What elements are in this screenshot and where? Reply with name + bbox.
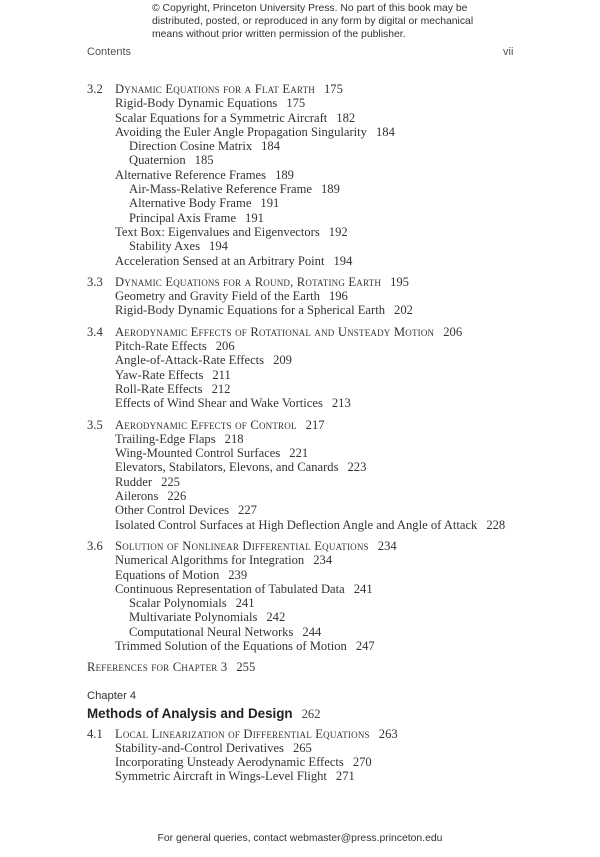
toc-section-3-2 bbox=[87, 82, 547, 268]
entry-title: Rudder bbox=[115, 474, 153, 489]
entry-wrap bbox=[129, 211, 264, 225]
references-page: 255 bbox=[236, 660, 256, 675]
section-title-wrap bbox=[115, 539, 397, 553]
section-heading[interactable] bbox=[87, 82, 547, 96]
entry-page: 242 bbox=[266, 610, 286, 625]
entry-page: 270 bbox=[352, 755, 372, 770]
entry-wrap bbox=[115, 254, 352, 268]
entry-title: Quaternion bbox=[129, 153, 186, 168]
toc-entry[interactable] bbox=[87, 289, 547, 303]
entry-wrap bbox=[129, 153, 214, 167]
entry-wrap bbox=[115, 769, 355, 783]
chapter-title-entry[interactable] bbox=[87, 705, 547, 727]
entry-title: Text Box: Eigenvalues and Eigenvectors bbox=[115, 224, 320, 239]
section-title-wrap bbox=[115, 727, 398, 741]
entry-wrap bbox=[115, 353, 292, 367]
section-title: Dynamic Equations for a Round, Rotating Earth bbox=[115, 274, 382, 289]
entry-title: Acceleration Sensed at an Arbitrary Point bbox=[115, 253, 325, 268]
section-number: 4.1 bbox=[87, 726, 103, 741]
entry-page: 184 bbox=[261, 139, 281, 154]
entry-title: Stability-and-Control Derivatives bbox=[115, 740, 284, 755]
chapter-page: 262 bbox=[301, 706, 321, 721]
entry-page: 241 bbox=[353, 581, 373, 596]
entry-wrap bbox=[115, 460, 366, 474]
entry-title: Numerical Algorithms for Integration bbox=[115, 553, 305, 568]
toc-entry[interactable] bbox=[87, 368, 547, 382]
entry-wrap bbox=[129, 596, 254, 610]
section-title: Aerodynamic Effects of Rotational and Unsteady Motion bbox=[115, 324, 435, 339]
section-title: Dynamic Equations for a Flat Earth bbox=[115, 82, 315, 96]
toc-sections bbox=[87, 82, 547, 653]
entry-title: Pitch-Rate Effects bbox=[115, 339, 207, 354]
references-title: References for Chapter 3 bbox=[87, 660, 228, 675]
entry-page: 184 bbox=[375, 124, 395, 139]
entry-wrap bbox=[115, 432, 244, 446]
section-title-wrap bbox=[115, 275, 409, 289]
entry-title: Wing-Mounted Control Surfaces bbox=[115, 446, 281, 461]
toc-entry[interactable] bbox=[87, 254, 547, 268]
entry-page: 212 bbox=[211, 381, 231, 396]
copyright-notice bbox=[152, 2, 482, 41]
section-page: 175 bbox=[324, 82, 343, 96]
toc-entry[interactable] bbox=[87, 396, 547, 410]
section-heading[interactable] bbox=[87, 727, 547, 741]
running-head: Contents bbox=[87, 46, 132, 58]
section-number: 3.6 bbox=[87, 538, 103, 553]
toc-entry[interactable] bbox=[87, 460, 547, 474]
entry-title: Principal Axis Frame bbox=[129, 210, 237, 225]
section-heading[interactable] bbox=[87, 275, 547, 289]
entry-wrap bbox=[129, 239, 228, 253]
toc-section-3-5 bbox=[87, 418, 547, 532]
entry-title: Incorporating Unsteady Aerodynamic Effects bbox=[115, 755, 344, 770]
toc-entry[interactable] bbox=[87, 239, 547, 253]
entry-wrap bbox=[115, 503, 257, 517]
entry-title: Continuous Representation of Tabulated Data bbox=[115, 581, 345, 596]
entry-wrap bbox=[115, 289, 348, 303]
entry-wrap bbox=[115, 518, 505, 532]
entry-title: Stability Axes bbox=[129, 239, 201, 254]
entry-wrap bbox=[129, 625, 321, 639]
toc-entry[interactable] bbox=[87, 153, 547, 167]
entry-wrap bbox=[129, 610, 285, 624]
entry-title: Air-Mass-Relative Reference Frame bbox=[129, 182, 312, 197]
section-title-wrap bbox=[115, 418, 325, 432]
entry-page: 175 bbox=[286, 96, 306, 111]
toc-section-3-3 bbox=[87, 275, 547, 318]
entry-title: Computational Neural Networks bbox=[129, 624, 294, 639]
entry-wrap bbox=[115, 168, 294, 182]
section-number: 3.5 bbox=[87, 417, 103, 432]
section-number: 3.4 bbox=[87, 324, 103, 339]
footer-contact: For general queries, contact webmaster@press.princeton.edu bbox=[157, 833, 443, 844]
entry-wrap bbox=[115, 568, 247, 582]
toc-entry[interactable] bbox=[87, 582, 547, 596]
toc-entry[interactable] bbox=[87, 755, 547, 769]
section-title-wrap bbox=[115, 325, 462, 339]
entry-wrap bbox=[129, 196, 279, 210]
toc-section-3-6 bbox=[87, 539, 547, 653]
section-title-wrap bbox=[115, 82, 343, 96]
references-entry[interactable] bbox=[87, 660, 547, 674]
entry-title: Scalar Polynomials bbox=[129, 596, 227, 611]
entry-wrap bbox=[115, 475, 180, 489]
entry-title: Angle-of-Attack-Rate Effects bbox=[115, 353, 265, 368]
table-of-contents bbox=[87, 82, 547, 791]
entry-title: Alternative Body Frame bbox=[129, 196, 252, 211]
entry-title: Ailerons bbox=[115, 489, 159, 504]
entry-page: 221 bbox=[289, 446, 309, 461]
toc-entry[interactable] bbox=[87, 568, 547, 582]
toc-entry[interactable] bbox=[87, 96, 547, 110]
toc-entry[interactable] bbox=[87, 125, 547, 139]
entry-page: 241 bbox=[235, 596, 255, 611]
entry-page: 225 bbox=[161, 474, 180, 489]
toc-entry[interactable] bbox=[87, 446, 547, 460]
entry-wrap bbox=[115, 303, 413, 317]
entry-title: Equations of Motion bbox=[115, 567, 220, 582]
entry-wrap bbox=[115, 582, 373, 596]
entry-title: Direction Cosine Matrix bbox=[129, 139, 253, 154]
toc-entry[interactable] bbox=[87, 303, 547, 317]
entry-page: 206 bbox=[215, 339, 235, 354]
entry-page: 227 bbox=[238, 503, 257, 518]
entry-title: Effects of Wind Shear and Wake Vortices bbox=[115, 396, 323, 411]
entry-wrap bbox=[115, 96, 305, 110]
entry-wrap bbox=[115, 396, 351, 410]
entry-wrap bbox=[115, 489, 186, 503]
entry-wrap bbox=[115, 339, 235, 353]
section-heading[interactable] bbox=[87, 418, 547, 432]
toc-entry[interactable] bbox=[87, 503, 547, 517]
entry-page: 218 bbox=[224, 431, 244, 446]
entry-wrap bbox=[129, 182, 340, 196]
toc-entry[interactable] bbox=[87, 475, 547, 489]
entry-page: 265 bbox=[292, 740, 312, 755]
entry-title: Avoiding the Euler Angle Propagation Singularity bbox=[115, 124, 367, 139]
entry-title: Scalar Equations for a Symmetric Aircraft bbox=[115, 110, 328, 125]
entry-page: 185 bbox=[194, 153, 214, 168]
toc-entry[interactable] bbox=[87, 339, 547, 353]
entry-page: 239 bbox=[228, 567, 248, 582]
entry-page: 191 bbox=[245, 210, 264, 225]
section-heading[interactable] bbox=[87, 325, 547, 339]
entry-title: Roll-Rate Effects bbox=[115, 381, 203, 396]
entry-page: 228 bbox=[486, 517, 506, 532]
toc-entry[interactable] bbox=[87, 432, 547, 446]
entry-page: 209 bbox=[273, 353, 292, 368]
entry-wrap bbox=[115, 553, 332, 567]
entry-title: Rigid-Body Dynamic Equations bbox=[115, 96, 278, 111]
section-title: Local Linearization of Differential Equations bbox=[115, 726, 370, 741]
toc-entry[interactable] bbox=[87, 382, 547, 396]
entry-page: 192 bbox=[328, 224, 348, 239]
section-number: 3.2 bbox=[87, 82, 103, 96]
entry-page: 194 bbox=[333, 253, 353, 268]
entry-title: Symmetric Aircraft in Wings-Level Flight bbox=[115, 769, 327, 784]
entry-title: Trimmed Solution of the Equations of Motion bbox=[115, 638, 347, 653]
entry-wrap bbox=[115, 755, 372, 769]
entry-page: 189 bbox=[320, 182, 340, 197]
entry-page: 226 bbox=[167, 489, 187, 504]
toc-entry[interactable] bbox=[87, 639, 547, 653]
toc-entry[interactable] bbox=[87, 741, 547, 755]
toc-entry[interactable] bbox=[87, 769, 547, 783]
section-title: Solution of Nonlinear Differential Equations bbox=[115, 538, 369, 553]
entry-wrap bbox=[115, 225, 348, 239]
toc-entry[interactable] bbox=[87, 196, 547, 210]
toc-section-3-4 bbox=[87, 325, 547, 411]
toc-entry[interactable] bbox=[87, 168, 547, 182]
entry-title: Rigid-Body Dynamic Equations for a Spherical Earth bbox=[115, 303, 386, 318]
copyright-line: means without prior written permission of the publisher. bbox=[152, 29, 406, 40]
entry-wrap bbox=[115, 382, 230, 396]
entry-page: 244 bbox=[302, 624, 322, 639]
section-page: 195 bbox=[390, 274, 409, 289]
section-page: 206 bbox=[443, 324, 463, 339]
copyright-line: distributed, posted, or reproduced in any form by digital or mechanical bbox=[152, 16, 474, 27]
entry-wrap bbox=[115, 125, 395, 139]
entry-page: 211 bbox=[212, 367, 231, 382]
toc-entry[interactable] bbox=[87, 211, 547, 225]
toc-entry[interactable] bbox=[87, 625, 547, 639]
entry-title: Isolated Control Surfaces at High Deflection Angle and Angle of Attack bbox=[115, 517, 478, 532]
entry-title: Geometry and Gravity Field of the Earth bbox=[115, 289, 320, 304]
section-heading[interactable] bbox=[87, 539, 547, 553]
toc-entry[interactable] bbox=[87, 489, 547, 503]
section-page: 234 bbox=[377, 538, 397, 553]
entry-wrap bbox=[115, 639, 375, 653]
copyright-line: © Copyright, Princeton University Press. No part of this book may be bbox=[152, 3, 468, 14]
entry-page: 182 bbox=[336, 110, 356, 125]
entry-page: 202 bbox=[394, 303, 413, 318]
entry-page: 189 bbox=[275, 167, 294, 182]
entry-title: Yaw-Rate Effects bbox=[115, 367, 204, 382]
entry-page: 234 bbox=[313, 553, 333, 568]
section-page: 217 bbox=[305, 417, 325, 432]
entry-wrap bbox=[115, 741, 312, 755]
toc-entry[interactable] bbox=[87, 139, 547, 153]
toc-entry[interactable] bbox=[87, 353, 547, 367]
entry-page: 271 bbox=[335, 769, 355, 784]
entry-page: 196 bbox=[328, 289, 348, 304]
toc-section-4-1 bbox=[87, 727, 547, 784]
chapter-label: Chapter 4 bbox=[87, 689, 137, 702]
toc-entry[interactable] bbox=[87, 182, 547, 196]
entry-title: Trailing-Edge Flaps bbox=[115, 431, 216, 446]
entry-title: Elevators, Stabilators, Elevons, and Canards bbox=[115, 460, 339, 475]
toc-entry[interactable] bbox=[87, 596, 547, 610]
entry-title: Multivariate Polynomials bbox=[129, 610, 258, 625]
toc-entry[interactable] bbox=[87, 225, 547, 239]
page-number: vii bbox=[503, 46, 514, 58]
entry-wrap bbox=[115, 446, 308, 460]
toc-entry[interactable] bbox=[87, 518, 547, 532]
section-number: 3.3 bbox=[87, 274, 103, 289]
toc-entry[interactable] bbox=[87, 553, 547, 567]
entry-page: 223 bbox=[347, 460, 367, 475]
section-page: 263 bbox=[378, 726, 398, 741]
entry-wrap bbox=[115, 111, 355, 125]
entry-page: 213 bbox=[331, 396, 351, 411]
entry-page: 191 bbox=[260, 196, 280, 211]
chapter-title: Methods of Analysis and Design bbox=[87, 705, 293, 721]
entry-title: Other Control Devices bbox=[115, 503, 230, 518]
entry-page: 194 bbox=[209, 239, 228, 254]
toc-entry[interactable] bbox=[87, 610, 547, 624]
chapter4-sections bbox=[87, 727, 547, 784]
toc-entry[interactable] bbox=[87, 111, 547, 125]
entry-title: Alternative Reference Frames bbox=[115, 167, 267, 182]
entry-page: 247 bbox=[355, 638, 375, 653]
section-title: Aerodynamic Effects of Control bbox=[115, 417, 297, 432]
entry-wrap bbox=[129, 139, 280, 153]
entry-wrap bbox=[115, 368, 231, 382]
